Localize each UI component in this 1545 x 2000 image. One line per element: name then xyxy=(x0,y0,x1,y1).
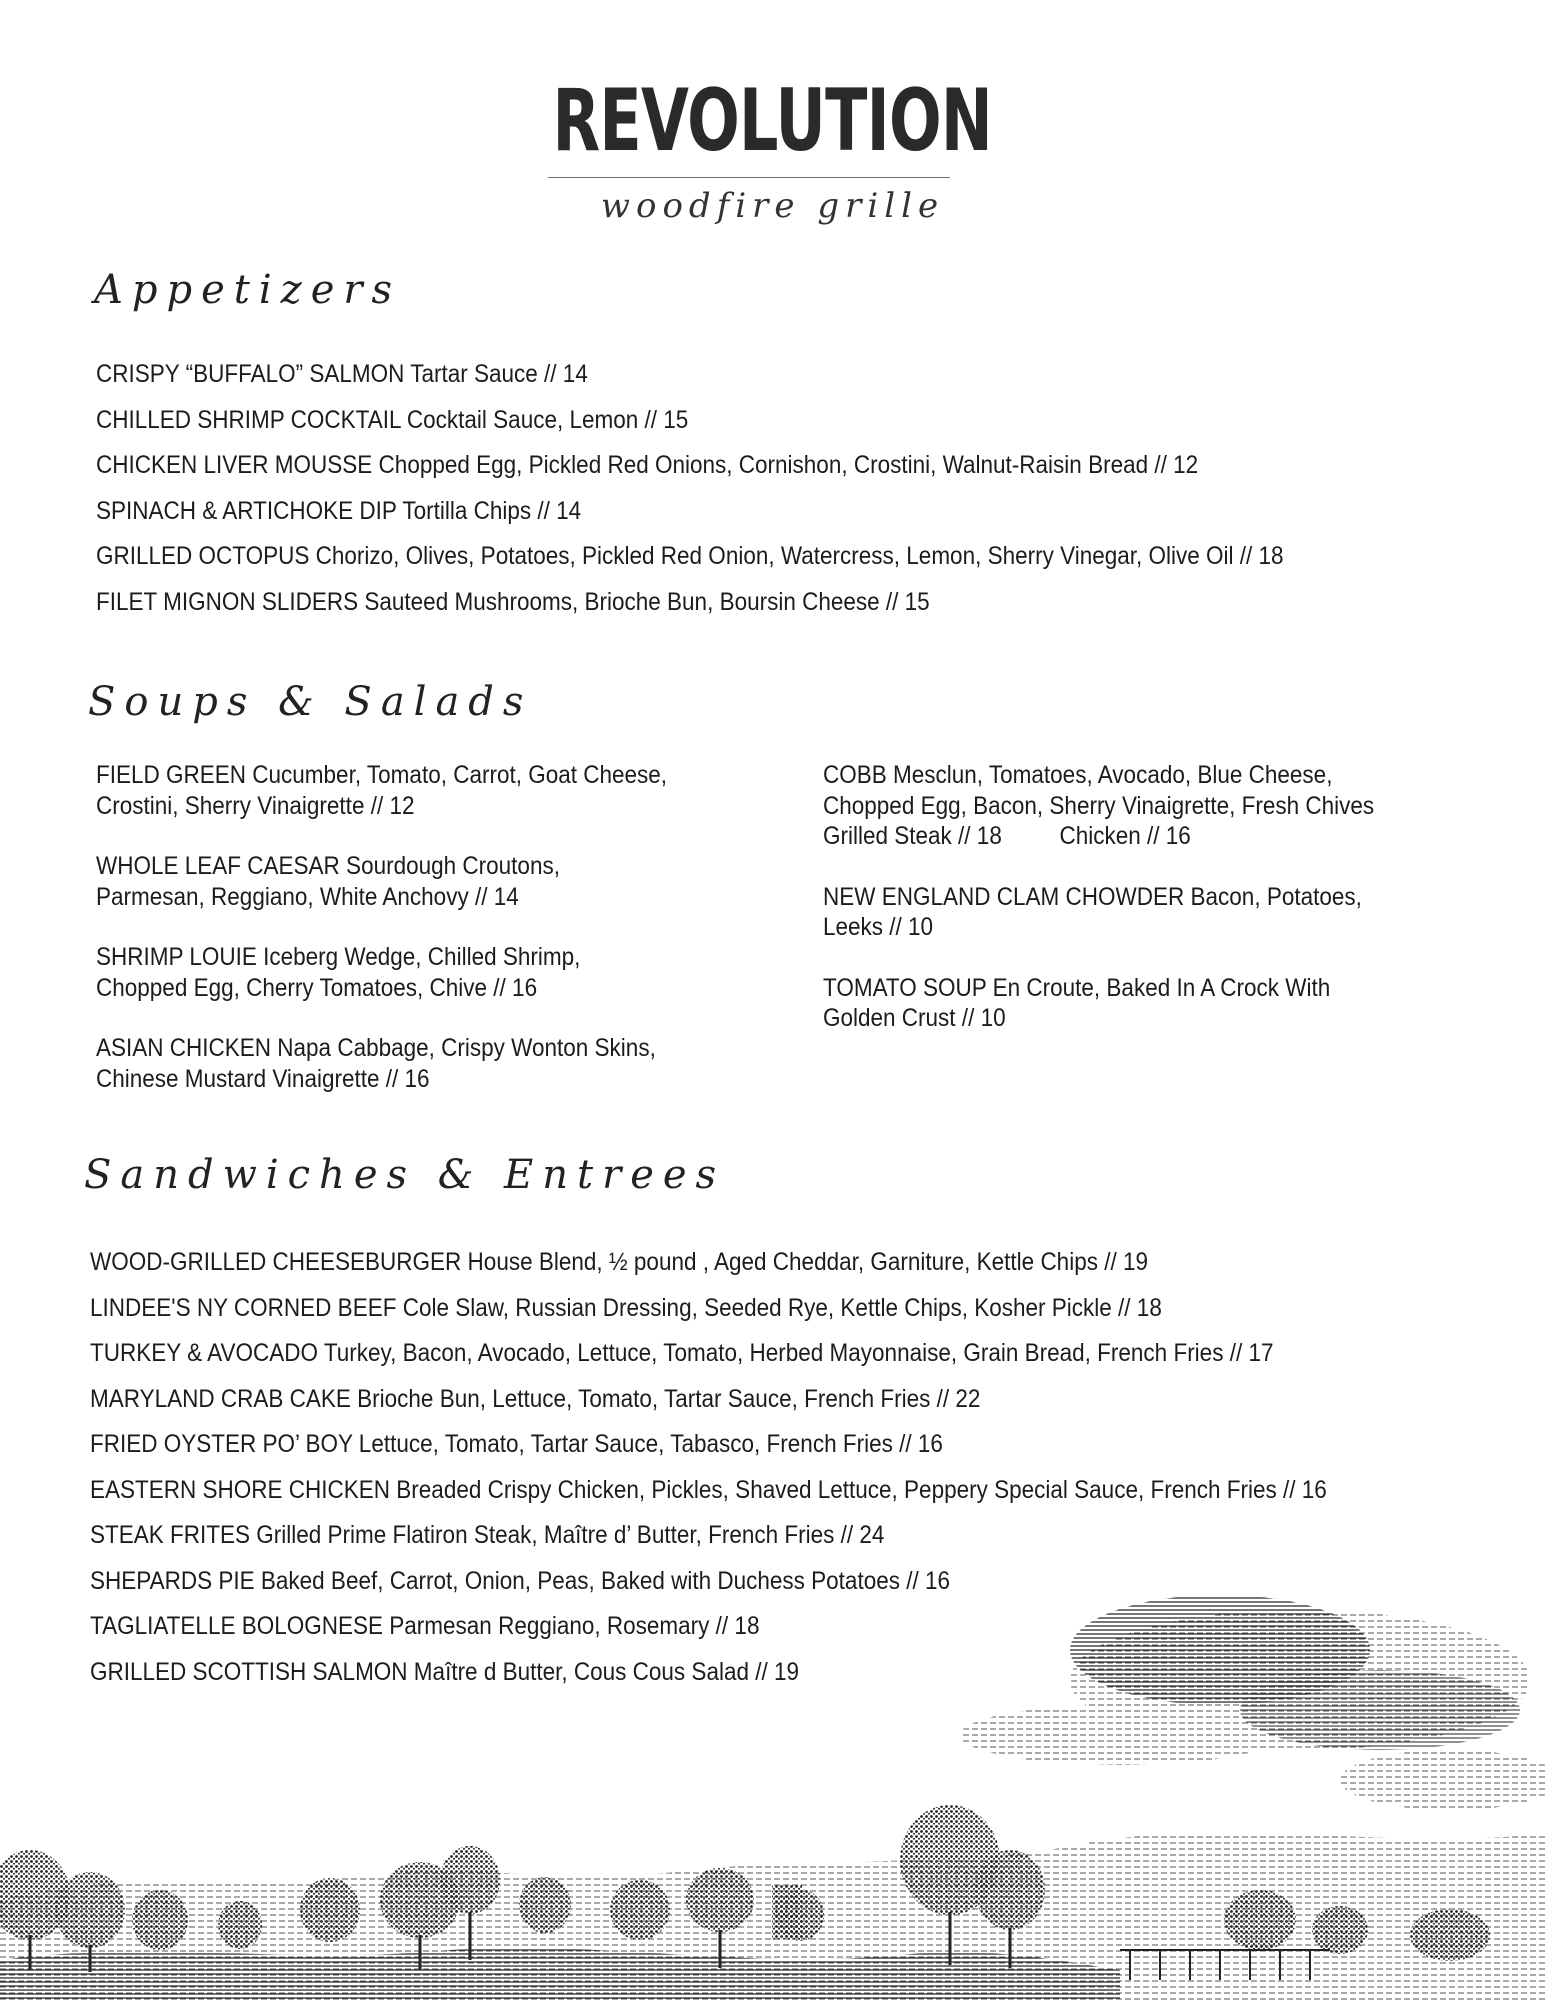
menu-item-line: SHRIMP LOUIE Iceberg Wedge, Chilled Shrimp, xyxy=(96,943,581,971)
menu-item: STEAK FRITES Grilled Prime Flatiron Steak, Maître d’ Butter, French Fries // 24 xyxy=(90,1521,885,1549)
landscape-illustration xyxy=(0,1540,1545,2000)
menu-item-cobb xyxy=(823,760,1374,852)
menu-item xyxy=(96,760,667,821)
water-illustration xyxy=(1100,1975,1545,2000)
menu-item-line: Chopped Egg, Bacon, Sherry Vinaigrette, Fresh Chives xyxy=(823,791,1375,820)
menu-item: TURKEY & AVOCADO Turkey, Bacon, Avocado, Lettuce, Tomato, Herbed Mayonnaise, Grain Bread, French Fries // 17 xyxy=(90,1339,1274,1367)
menu-item: MARYLAND CRAB CAKE Brioche Bun, Lettuce, Tomato, Tartar Sauce, French Fries // 22 xyxy=(90,1384,981,1413)
cobb-chicken-option: Chicken // 16 xyxy=(1059,822,1191,850)
menu-item: SPINACH & ARTICHOKE DIP Tortilla Chips // 14 xyxy=(96,496,582,525)
menu-item-line: Chinese Mustard Vinaigrette // 16 xyxy=(96,1064,430,1093)
brand-header xyxy=(0,71,1545,171)
appetizers-heading: Appetizers xyxy=(94,267,402,313)
menu-item-line: Parmesan, Reggiano, White Anchovy // 14 xyxy=(96,882,519,911)
menu-item-line: Leeks // 10 xyxy=(823,913,934,941)
menu-item-line: COBB Mesclun, Tomatoes, Avocado, Blue Cheese, xyxy=(823,761,1333,789)
cloud-illustration xyxy=(960,1595,1545,1810)
menu-item-line: NEW ENGLAND CLAM CHOWDER Bacon, Potatoes, xyxy=(823,882,1362,911)
menu-item: CHICKEN LIVER MOUSSE Chopped Egg, Pickled Red Onions, Cornishon, Crostini, Walnut-Raisin Bread // 12 xyxy=(96,451,1199,479)
menu-item-line xyxy=(823,821,1374,852)
menu-item: FILET MIGNON SLIDERS Sauteed Mushrooms, Brioche Bun, Boursin Cheese // 15 xyxy=(96,587,930,616)
menu-item: GRILLED OCTOPUS Chorizo, Olives, Potatoes, Pickled Red Onion, Watercress, Lemon, Sherry Vinegar, Olive Oil // 18 xyxy=(96,542,1284,570)
menu-item-line: Crostini, Sherry Vinaigrette // 12 xyxy=(96,791,415,820)
menu-item: WOOD-GRILLED CHEESEBURGER House Blend, ½ pound , Aged Cheddar, Garniture, Kettle Chips // 19 xyxy=(90,1248,1149,1276)
menu-item-line: FIELD GREEN Cucumber, Tomato, Carrot, Goat Cheese, xyxy=(96,761,668,789)
appetizers-list xyxy=(96,352,1416,625)
menu-item-line: Chopped Egg, Cherry Tomatoes, Chive // 16 xyxy=(96,973,538,1002)
soups-salads-left-column xyxy=(96,760,731,1124)
menu-item xyxy=(96,942,667,1003)
cobb-steak-option: Grilled Steak // 18 xyxy=(823,822,1002,850)
soups-salads-right-column xyxy=(823,760,1435,1064)
menu-item xyxy=(96,851,667,912)
menu-item: FRIED OYSTER PO’ BOY Lettuce, Tomato, Tartar Sauce, Tabasco, French Fries // 16 xyxy=(90,1430,943,1458)
menu-item: GRILLED SCOTTISH SALMON Maître d Butter, Cous Cous Salad // 19 xyxy=(90,1657,800,1686)
menu-item xyxy=(96,1033,667,1094)
menu-item: LINDEE'S NY CORNED BEEF Cole Slaw, Russian Dressing, Seeded Rye, Kettle Chips, Kosher Pickle // 18 xyxy=(90,1293,1162,1322)
menu-item-line: ASIAN CHICKEN Napa Cabbage, Crispy Wonton Skins, xyxy=(96,1034,656,1062)
restaurant-name: REVOLUTION xyxy=(552,71,993,171)
menu-item: CHILLED SHRIMP COCKTAIL Cocktail Sauce, Lemon // 15 xyxy=(96,405,689,434)
menu-item: CRISPY “BUFFALO” SALMON Tartar Sauce // 14 xyxy=(96,360,588,388)
menu-item-line: WHOLE LEAF CAESAR Sourdough Croutons, xyxy=(96,852,560,880)
entrees-heading: Sandwiches & Entrees xyxy=(84,1152,726,1198)
menu-item: EASTERN SHORE CHICKEN Breaded Crispy Chicken, Pickles, Shaved Lettuce, Peppery Special Sauce, French Fries // 16 xyxy=(90,1475,1327,1504)
ruin-illustration xyxy=(772,1885,802,1940)
restaurant-tagline: woodfire grille xyxy=(600,186,945,226)
menu-item-line: TOMATO SOUP En Croute, Baked In A Crock With xyxy=(823,973,1331,1002)
header-divider xyxy=(548,177,950,178)
ground-illustration xyxy=(0,1948,1120,2000)
menu-item: TAGLIATELLE BOLOGNESE Parmesan Reggiano, Rosemary // 18 xyxy=(90,1612,760,1640)
menu-item xyxy=(823,882,1374,943)
menu-item-line: Golden Crust // 10 xyxy=(823,1004,1006,1032)
menu-item: SHEPARDS PIE Baked Beef, Carrot, Onion, Peas, Baked with Duchess Potatoes // 16 xyxy=(90,1566,951,1595)
menu-item xyxy=(823,973,1374,1034)
soups-salads-heading: Soups & Salads xyxy=(88,679,533,725)
